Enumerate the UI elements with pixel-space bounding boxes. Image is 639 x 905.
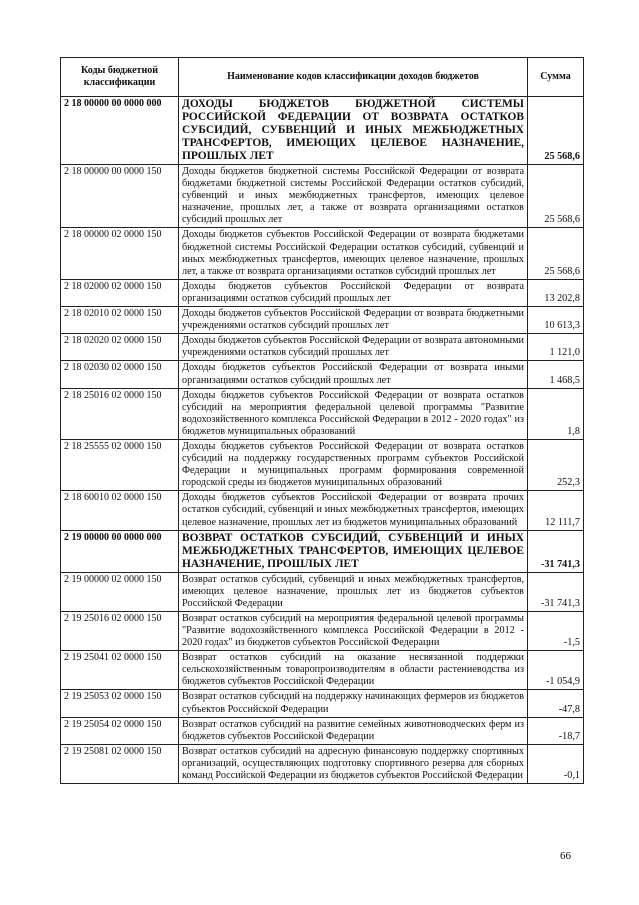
- name-cell: Доходы бюджетов субъектов Российской Федерации от возврата бюджетами бюджетной системы Российской Федерации остатков субсидий, субвенций и иных межбюджетных трансфертов, имеющих целевое назначение, прошлых лет, а также от возврата организациями остатков субсидий прошлых лет: [179, 228, 528, 279]
- sum-cell: -1,5: [528, 611, 584, 650]
- name-cell: Доходы бюджетов субъектов Российской Федерации от возврата остатков субсидий на поддержку государственных программ субъектов Российской Федерации и муниципальных программ формирования современной городской среды из бюджетов муниципальных образований: [179, 439, 528, 490]
- name-cell: Доходы бюджетов субъектов Российской Федерации от возврата бюджетными учреждениями остатков субсидий прошлых лет: [179, 307, 528, 334]
- name-cell: Возврат остатков субсидий на поддержку начинающих фермеров из бюджетов субъектов Российской Федерации: [179, 690, 528, 717]
- sum-cell: 1,8: [528, 388, 584, 439]
- code-cell: 2 18 00000 02 0000 150: [61, 228, 179, 279]
- name-cell: Доходы бюджетов субъектов Российской Федерации от возврата прочих остатков субсидий, субвенций и иных межбюджетных трансфертов, имеющих целевое назначение, прошлых лет из бюджетов муниципальных образований: [179, 491, 528, 530]
- name-cell: Возврат остатков субсидий на адресную финансовую поддержку спортивных организаций, осуществляющих подготовку спортивного резерва для сборных команд Российской Федерации из бюджетов субъектов Российской Федерации: [179, 744, 528, 783]
- sum-cell: 13 202,8: [528, 279, 584, 306]
- name-cell: Возврат остатков субсидий, субвенций и иных межбюджетных трансфертов, имеющих целевое назначение, прошлых лет из бюджетов субъектов Российской Федерации: [179, 572, 528, 611]
- code-cell: 2 19 00000 00 0000 000: [61, 530, 179, 572]
- sum-cell: -47,8: [528, 690, 584, 717]
- sum-cell: 1 121,0: [528, 334, 584, 361]
- code-cell: 2 19 25053 02 0000 150: [61, 690, 179, 717]
- page-number: 66: [560, 850, 571, 862]
- table-row: [61, 744, 584, 783]
- name-cell: Доходы бюджетов субъектов Российской Федерации от возврата организациями остатков субсидий прошлых лет: [179, 279, 528, 306]
- code-cell: 2 18 25555 02 0000 150: [61, 439, 179, 490]
- code-cell: 2 19 25054 02 0000 150: [61, 717, 179, 744]
- code-cell: 2 18 02030 02 0000 150: [61, 361, 179, 388]
- table-row: [61, 651, 584, 690]
- table-row: [61, 491, 584, 530]
- name-cell: Доходы бюджетов субъектов Российской Федерации от возврата автономными учреждениями остатков субсидий прошлых лет: [179, 334, 528, 361]
- name-cell: ВОЗВРАТ ОСТАТКОВ СУБСИДИЙ, СУБВЕНЦИЙ И ИНЫХ МЕЖБЮДЖЕТНЫХ ТРАНСФЕРТОВ, ИМЕЮЩИХ ЦЕЛЕВОЕ НАЗНАЧЕНИЕ, ПРОШЛЫХ ЛЕТ: [179, 530, 528, 572]
- table-row: [61, 439, 584, 490]
- header-code: Коды бюджетной классификации: [61, 58, 179, 97]
- name-cell: Доходы бюджетов субъектов Российской Федерации от возврата иными организациями остатков субсидий прошлых лет: [179, 361, 528, 388]
- header-name: Наименование кодов классификации доходов бюджетов: [179, 58, 528, 97]
- sum-cell: -31 741,3: [528, 530, 584, 572]
- code-cell: 2 18 02000 02 0000 150: [61, 279, 179, 306]
- sum-cell: 12 111,7: [528, 491, 584, 530]
- table-row: [61, 228, 584, 279]
- table-row: [61, 307, 584, 334]
- table-row: [61, 572, 584, 611]
- sum-cell: -18,7: [528, 717, 584, 744]
- header-sum: Сумма: [528, 58, 584, 97]
- code-cell: 2 19 25041 02 0000 150: [61, 651, 179, 690]
- table-row: [61, 388, 584, 439]
- sum-cell: 25 568,6: [528, 228, 584, 279]
- name-cell: ДОХОДЫ БЮДЖЕТОВ БЮДЖЕТНОЙ СИСТЕМЫ РОССИЙСКОЙ ФЕДЕРАЦИИ ОТ ВОЗВРАТА ОСТАТКОВ СУБСИДИЙ, СУБВЕНЦИЙ И ИНЫХ МЕЖБЮДЖЕТНЫХ ТРАНСФЕРТОВ, ИМЕЮЩИХ ЦЕЛЕВОЕ НАЗНАЧЕНИЕ, ПРОШЛЫХ ЛЕТ: [179, 97, 528, 165]
- code-cell: 2 19 25081 02 0000 150: [61, 744, 179, 783]
- sum-cell: 252,3: [528, 439, 584, 490]
- name-cell: Доходы бюджетов бюджетной системы Российской Федерации от возврата бюджетами бюджетной системы Российской Федерации остатков субсидий, субвенций и иных межбюджетных трансфертов, имеющих целевое назначение, прошлых лет, а также от возврата организациями остатков субсидий прошлых лет: [179, 165, 528, 228]
- code-cell: 2 18 60010 02 0000 150: [61, 491, 179, 530]
- table-row: [61, 279, 584, 306]
- table-row: [61, 165, 584, 228]
- table-row: [61, 334, 584, 361]
- code-cell: 2 18 00000 00 0000 000: [61, 97, 179, 165]
- budget-revenue-table-page: [60, 57, 583, 784]
- budget-revenue-table: [60, 57, 584, 784]
- sum-cell: -0,1: [528, 744, 584, 783]
- table-row: [61, 717, 584, 744]
- sum-cell: 10 613,3: [528, 307, 584, 334]
- name-cell: Возврат остатков субсидий на оказание несвязанной поддержки сельскохозяйственным товаропроизводителям в области растениеводства из бюджетов субъектов Российской Федерации: [179, 651, 528, 690]
- code-cell: 2 18 02020 02 0000 150: [61, 334, 179, 361]
- code-cell: 2 18 25016 02 0000 150: [61, 388, 179, 439]
- table-header-row: [61, 58, 584, 97]
- code-cell: 2 19 25016 02 0000 150: [61, 611, 179, 650]
- table-row: [61, 690, 584, 717]
- table-body: [61, 97, 584, 784]
- sum-cell: -1 054,9: [528, 651, 584, 690]
- code-cell: 2 18 02010 02 0000 150: [61, 307, 179, 334]
- code-cell: 2 18 00000 00 0000 150: [61, 165, 179, 228]
- sum-cell: 1 468,5: [528, 361, 584, 388]
- name-cell: Доходы бюджетов субъектов Российской Федерации от возврата остатков субсидий на мероприятия федеральной целевой программы "Развитие водохозяйственного комплекса Российской Федерации в 2012 - 2020 годах" из бюджетов муниципальных образований: [179, 388, 528, 439]
- name-cell: Возврат остатков субсидий на мероприятия федеральной целевой программы "Развитие водохозяйственного комплекса Российской Федерации в 2012 - 2020 годах" из бюджетов субъектов Российской Федерации: [179, 611, 528, 650]
- code-cell: 2 19 00000 02 0000 150: [61, 572, 179, 611]
- name-cell: Возврат остатков субсидий на развитие семейных животноводческих ферм из бюджетов субъектов Российской Федерации: [179, 717, 528, 744]
- table-row: [61, 611, 584, 650]
- sum-cell: 25 568,6: [528, 165, 584, 228]
- table-row: [61, 97, 584, 165]
- sum-cell: 25 568,6: [528, 97, 584, 165]
- table-row: [61, 361, 584, 388]
- sum-cell: -31 741,3: [528, 572, 584, 611]
- table-row: [61, 530, 584, 572]
